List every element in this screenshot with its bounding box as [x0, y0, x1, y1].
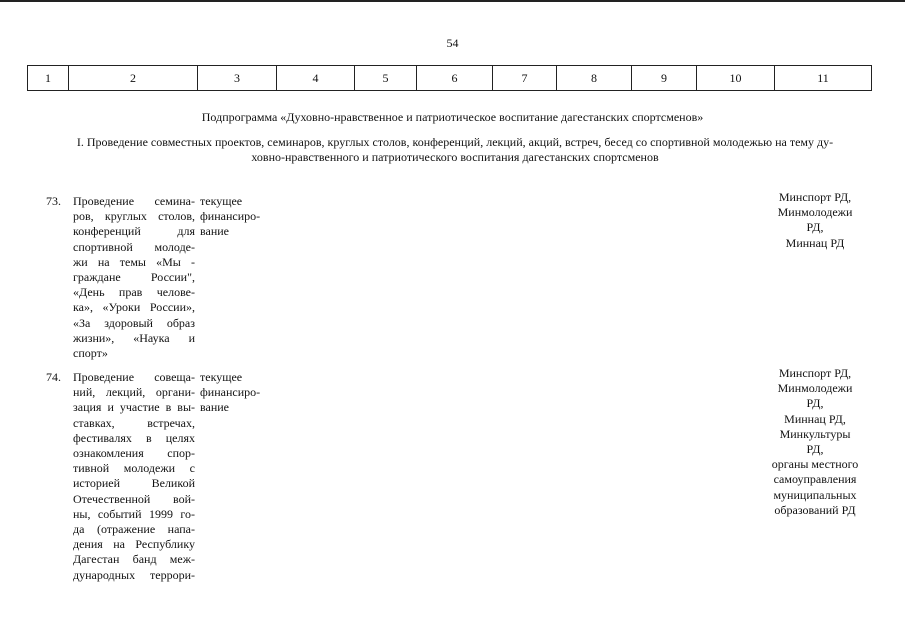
event-line: зация и участие в вы-	[73, 400, 195, 415]
event-line: тивной молодежи с	[73, 461, 195, 476]
event-line: жизни», «Наука и	[73, 330, 195, 345]
event-line: ний, лекций, органи-	[73, 385, 195, 400]
event-line: Проведение совеща-	[73, 370, 195, 384]
column-header-6: 6	[417, 66, 493, 91]
financing-line: вание	[200, 224, 230, 239]
column-number-header	[27, 65, 872, 91]
column-header-11: 11	[775, 66, 872, 91]
event-line: ров, круглых столов,	[73, 209, 195, 224]
event-line: да (отражение напа-	[73, 522, 195, 537]
event-line: ознакомления спор-	[73, 446, 195, 461]
row-executors	[760, 190, 870, 251]
row-event-description	[73, 194, 195, 361]
event-line: конференций для	[73, 224, 195, 239]
executor-line: Минспорт РД,	[778, 190, 852, 204]
executor-line: Миннац РД	[785, 235, 845, 250]
column-header-9: 9	[632, 66, 697, 91]
top-border-line	[0, 0, 905, 2]
event-line: дународных террори-	[73, 567, 195, 582]
event-line: историей Великой	[73, 476, 195, 491]
column-header-5: 5	[355, 66, 417, 91]
executor-line: Минспорт РД,	[778, 366, 852, 380]
event-line: фестивалях в целях	[73, 430, 195, 445]
financing-line: финансиро-	[200, 209, 261, 224]
row-financing-source	[200, 194, 272, 240]
column-header-4: 4	[277, 66, 355, 91]
column-header-7: 7	[493, 66, 557, 91]
event-line: ны, событий 1999 го-	[73, 506, 195, 521]
financing-line: текущее	[200, 194, 243, 208]
financing-line: текущее	[200, 370, 243, 384]
executor-line: Миннац РД,	[784, 411, 846, 426]
event-line: спортивной молоде-	[73, 239, 195, 254]
section-title	[40, 135, 870, 165]
financing-line: вание	[200, 400, 230, 415]
column-header-3: 3	[198, 66, 277, 91]
row-number: 73.	[46, 194, 61, 208]
financing-line: финансиро-	[200, 385, 261, 400]
column-header-1: 1	[28, 66, 69, 91]
executor-line: РД,	[806, 442, 824, 457]
event-line: ставках, встречах,	[73, 415, 195, 430]
executor-line: Минмолодежи	[777, 205, 853, 220]
event-line: Дагестан банд меж-	[73, 552, 195, 567]
event-line: «За здоровый образ	[73, 315, 195, 330]
event-line: дения на Республику	[73, 537, 195, 552]
column-header-8: 8	[557, 66, 632, 91]
page-number: 54	[446, 36, 459, 50]
event-line: граждане России",	[73, 270, 195, 285]
row-number: 74.	[46, 370, 61, 384]
column-header-2: 2	[69, 66, 198, 91]
event-line: ка», «Уроки России»,	[73, 300, 195, 315]
event-line: Проведение семина-	[73, 194, 195, 208]
event-line: Отечественной вой-	[73, 491, 195, 506]
executor-line: органы местного	[771, 457, 859, 472]
subprogram-title: Подпрограмма «Духовно-нравственное и патриотическое воспитание дагестанских спортсменов»	[201, 110, 704, 124]
event-line: спорт»	[73, 346, 108, 361]
section-title-line: I. Проведение совместных проектов, семинаров, круглых столов, конференций, лекций, акций, встреч, бесед со спортивной молодежью на тему ду-	[76, 135, 834, 149]
event-line: «День прав челове-	[73, 285, 195, 300]
event-line: жи на темы «Мы -	[73, 254, 195, 269]
row-financing-source	[200, 370, 272, 416]
executor-line: образований РД	[774, 502, 856, 517]
executor-line: муниципальных	[773, 487, 857, 502]
executor-line: РД,	[806, 220, 824, 235]
executor-line: Минкультуры	[779, 426, 851, 441]
row-event-description	[73, 370, 195, 583]
row-executors	[760, 366, 870, 518]
section-title-line: ховно-нравственного и патриотического воспитания дагестанских спортсменов	[251, 150, 659, 164]
executor-line: Минмолодежи	[777, 381, 853, 396]
executor-line: РД,	[806, 396, 824, 411]
executor-line: самоуправления	[773, 472, 857, 487]
column-header-10: 10	[697, 66, 775, 91]
